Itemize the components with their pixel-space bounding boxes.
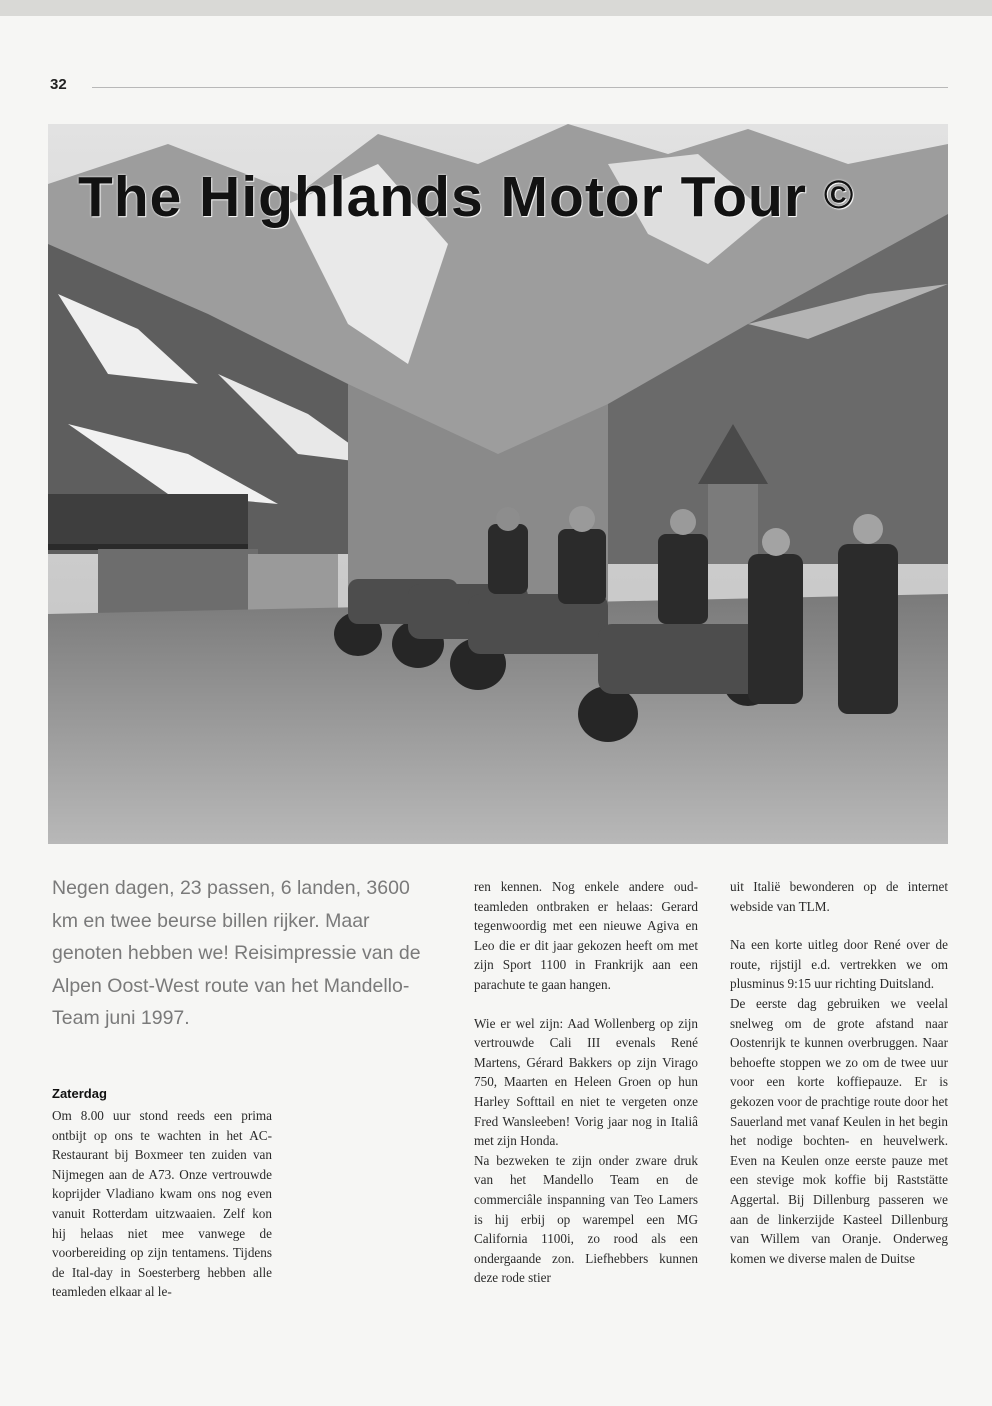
lead-text: Negen dagen, 23 passen, 6 landen, 3600 km en twee beurse billen rijker. Maar genoten hebben we! Reisimpressie van de Alpen Oost-West route van het Mandello-Team juni 1997. <box>52 877 421 1029</box>
paragraph: Na bezweken te zijn onder zware druk van het Mandello Team en de commerciâle inspanning van Teo Lamers is hij erbij op warempel een MG California 1100i, zo rood als een ondergaande zon. Liefhebbers kunnen deze rode stier <box>474 1152 698 1286</box>
paragraph: De eerste dag gebruiken we veelal snelweg om de grote afstand naar Oostenrijk te kunnen overbruggen. Naar behoefte stoppen we zo om de twee uur voor een korte koffiepauze. Er is gekozen voor de prachtige route door het Sauerland met vanaf Keulen in het begin het nodige bochten- en heuvelwerk. Even na Keulen onze eerste pauze met een stevige mok koffie bij Raststätte Aggertal. Bij Dillenburg passeren we aan de linkerzijde Kasteel Dillenburg van Willem van Oranje. Onderweg komen we diverse malen de Duitse <box>730 995 948 1266</box>
scan-top-edge <box>0 0 992 16</box>
mountain-pass-motorcycles-photo <box>48 124 948 844</box>
header-rule <box>92 87 948 88</box>
page-number: 32 <box>50 76 67 93</box>
paragraph: ren kennen. Nog enkele andere oud-teamleden ontbraken er helaas: Gerard tegenwoordig met een nieuwe Agiva en Leo die er dit jaar gekozen heeft om met zijn Sport 1100 in Frankrijk aan een parachute te gaan hangen. <box>474 879 698 992</box>
paragraph: Wie er wel zijn: Aad Wollenberg op zijn vertrouwde Cali III evenals René Martens, Gérard Bakkers op zijn Virago 750, Maarten en Heleen Groen op hun Harley Softtail en niet te vergeten onze Fred Wansleeben! Vorig jaar nog in Italiâ met zijn Honda. <box>474 1015 698 1149</box>
section-heading: Zaterdag <box>52 1086 107 1101</box>
paragraph: uit Italië bewonderen op de internet webside van TLM. <box>730 879 948 914</box>
lead-paragraph <box>52 872 440 1035</box>
copyright-symbol: © <box>823 173 855 217</box>
paragraph: Om 8.00 uur stond reeds een prima ontbijt op ons te wachten in het AC-Restaurant bij Boxmeer ten zuiden van Nijmegen aan de A73. Onze vertrouwde koprijder Vladiano kwam ons nog even vanuit Rotterdam uitzwaaien. Zelf kon hij helaas niet mee vanwege de voorbereiding op zijn tentamens. Tijdens de Ital-day in Soesterberg hebben alle teamleden elkaar al le- <box>52 1108 272 1300</box>
paragraph: Na een korte uitleg door René over de route, rijstijl e.d. vertrekken we om plusminus 9:15 uur richting Duitsland. <box>730 937 948 992</box>
article-photo <box>48 124 948 844</box>
article-title-text: The Highlands Motor Tour <box>78 165 808 229</box>
article-column-2 <box>474 877 698 1288</box>
article-column-1 <box>52 1106 272 1302</box>
article-title <box>78 164 854 230</box>
article-column-3 <box>730 877 948 1268</box>
